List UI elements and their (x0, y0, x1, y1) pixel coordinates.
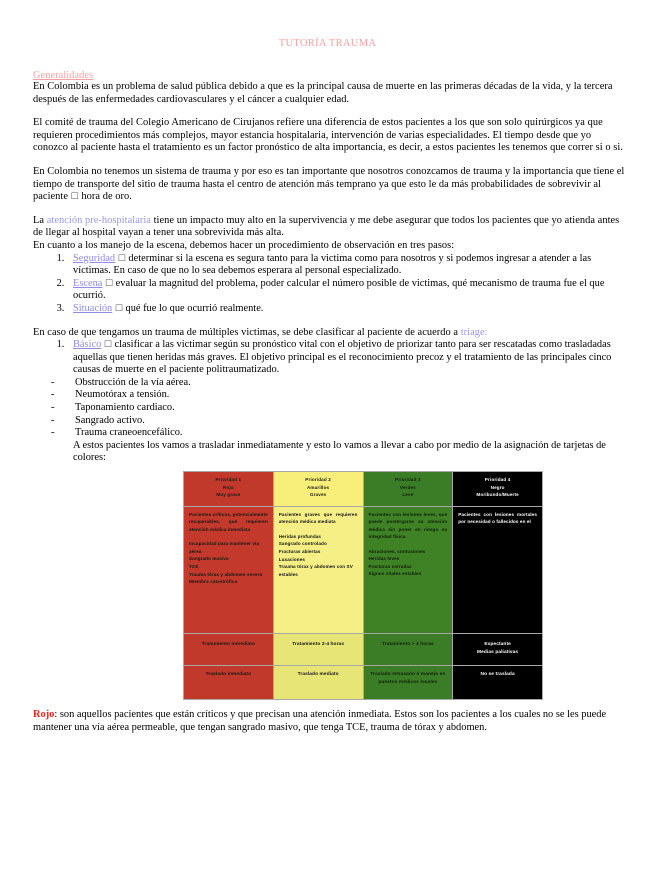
cell-item: Incapacidad para mantener vía aérea (189, 541, 260, 554)
cell-lead: Pacientes con lesiones leves, que puede postergarse su atención médica sin poner en riesgo su integridad física (368, 512, 448, 540)
box-glyph-icon: □ (117, 252, 126, 263)
list-item (67, 253, 627, 278)
paragraph-4-suffix: tiene un impacto muy alto en la supervivencia y me debe asegurar que todos los pacientes que yo atienda antes de llegar al hospital vayan a tener una sobrevivida más alta. (33, 214, 620, 239)
triage-term-basico: Básico (73, 339, 102, 351)
step-term-escena: Escena (73, 277, 103, 289)
paragraph-4-prefix: La (33, 214, 47, 226)
step-term-seguridad: Seguridad (73, 252, 116, 264)
cell-item: Trauma tórax y abdomen severo (189, 571, 263, 577)
cell-item: Fracturas abiertas (278, 549, 321, 555)
paragraph-4 (33, 215, 627, 240)
cell-item: Heridas leves (368, 556, 400, 562)
transfer-line: Traslado retrasado ó manejo en puestos médicos locales (370, 672, 446, 685)
cell-item: Luxaciones (278, 556, 306, 562)
final-note-paragraph (33, 709, 627, 734)
table-row-transfer (184, 666, 543, 700)
page-title: TUTORÍA TRAUMA (278, 38, 377, 49)
header-line: Negro (490, 484, 505, 490)
table-row-descriptions (184, 507, 543, 634)
box-glyph-icon: □ (70, 191, 79, 202)
triage-basico-list (33, 339, 627, 377)
triage-header-green (363, 472, 453, 507)
five-causes-list (33, 377, 627, 440)
treatment-line: Tratamiento > 4 horas (381, 642, 434, 648)
cause-label: Taponamiento cardiaco. (75, 402, 175, 414)
triage-body-green (363, 507, 453, 634)
cell-lead: Pacientes críticos, potencialmente recuperables, que requieren atención médica inmediata (189, 512, 268, 532)
header-line: Prioridad 4 (484, 477, 511, 483)
dash-glyph-icon: - (51, 402, 55, 414)
triage-header-red (184, 472, 274, 507)
header-line: Verdes (399, 484, 416, 490)
paragraph-1: En Colombia es un problema de salud pública debido a que es la principal causa de muerte en las primeras décadas de la vida, y la tercera después de las enfermedades cardiovasculares y el cáncer a cualquier edad. (33, 81, 613, 105)
triage-header-yellow (273, 472, 363, 507)
cell-item: TCE (189, 564, 199, 570)
treatment-line: Medias paliativas (477, 649, 519, 655)
box-glyph-icon: □ (105, 277, 114, 288)
cell-item: Signos vitales estables (368, 571, 422, 577)
cell-lead: Pacientes con lesiones mortales por necesidad o fallecidos en el (458, 512, 537, 525)
dash-glyph-icon: - (51, 376, 55, 388)
final-note-text: : son aquellos pacientes que están críticos y que precisan una atención inmediata. Estos son los pacientes a los cuales no se les puede mantener una vía aérea permeable, que tengan sangrado masivo, que tenga TCE, trauma de tórax y abdomen. (33, 709, 607, 733)
cell-item: Miembro catastrófico (189, 579, 238, 585)
dash-glyph-icon: - (51, 427, 55, 439)
header-line: Moribundo/Muerte (476, 492, 519, 498)
triage-transfer-yellow (273, 666, 363, 700)
header-line: Leve (402, 492, 414, 498)
triage-treatment-red (184, 634, 274, 666)
header-line: Prioridad 3 (395, 477, 421, 483)
final-note-label: Rojo (33, 709, 55, 721)
box-glyph-icon: □ (103, 339, 112, 350)
treatment-line: Tratamiento inmediato (201, 642, 256, 648)
transfer-line: No se traslada (480, 672, 515, 678)
triage-body-yellow (273, 507, 363, 634)
header-line: Prioridad 1 (215, 477, 242, 483)
triage-table-container (33, 471, 627, 700)
header-line: Amarillos (306, 484, 330, 490)
accent-triage: triage: (460, 326, 488, 338)
transfer-line: Traslado inmediato (205, 672, 252, 678)
cause-label: Trauma craneoencefálico. (75, 427, 183, 439)
triage-transfer-black (453, 666, 543, 700)
treatment-line: Expectante (484, 642, 511, 648)
paragraph-2: El comité de trauma del Colegio Americano de Cirujanos refiere una diferencia de estos pacientes a los que son solo quirúrgicos ya que requieren procedimientos más complejos, mayor estancia hospitalaria, intervención de varias especialidades. El tiempo desde que yo conozco al paciente hasta el tratamiento es un factor pronóstico de alta importancia, es decir, a estos pacientes les tenemos que correr si o si. (33, 117, 623, 154)
table-row-treatment (184, 634, 543, 666)
cause-label: Obstrucción de la vía aérea. (75, 376, 191, 388)
paragraph-5: En cuanto a los manejo de la escena, debemos hacer un procedimiento de observación en tres pasos: (33, 239, 455, 251)
paragraph-7: A estos pacientes los vamos a trasladar inmediatamente y esto lo vamos a llevar a cabo por medio de la asignación de tarjetas de colores: (73, 439, 606, 464)
document-body (0, 70, 655, 734)
paragraph-3-tail: hora de oro. (81, 191, 132, 203)
cause-label: Sangrado activo. (75, 414, 145, 426)
observation-steps-list (33, 253, 627, 316)
step-text: determinar si la escena es segura tanto para la victima como para nosotros y si podemos ingresar a atender a las víctimas. En caso de que no lo sea debemos esperara al personal especializado. (73, 252, 592, 277)
dash-glyph-icon: - (51, 389, 55, 401)
header-line: Graves (309, 492, 327, 498)
cell-item: Abrasiones, contusiones (368, 548, 426, 554)
cell-item: Sangrado masivo (189, 556, 229, 562)
list-item (51, 427, 627, 440)
cell-item: Heridas profundas (278, 533, 322, 539)
triage-body-black (453, 507, 543, 634)
triage-item-text: clasificar a las victimar según su pronóstico vital con el objetivo de priorizar tanto para ser rescatadas como trasladadas aquellas que tienen heridas más graves. El objetivo principal es el reconocimiento precoz y el tratamiento de las principales cinco causas de muerte en el paciente politraumatizado. (73, 339, 612, 376)
header-line: Prioridad 2 (305, 477, 331, 483)
list-item (51, 402, 627, 415)
triage-color-table (183, 471, 543, 700)
paragraph-6 (33, 327, 627, 340)
triage-header-black (453, 472, 543, 507)
step-text: evaluar la magnitud del problema, poder calcular el número posible de victimas, qué mecanismo de trauma fue el que ocurrió. (73, 277, 605, 302)
cell-lead: Pacientes graves que requieren atención médica mediata (278, 512, 358, 525)
cell-item: Trauma tórax y abdomen con SV estables (278, 564, 353, 577)
list-item (67, 339, 627, 377)
step-term-situacion: Situación (73, 302, 113, 314)
cell-item: Sangrado controlado (278, 541, 327, 547)
list-item (51, 415, 627, 428)
transfer-line: Traslado mediato (297, 672, 339, 678)
triage-treatment-yellow (273, 634, 363, 666)
treatment-line: Tratamiento 2-4 horas (292, 642, 345, 648)
list-item (51, 389, 627, 402)
document-page (0, 38, 655, 886)
paragraph-3-text: En Colombia no tenemos un sistema de trauma y por eso es tan importante que nosotros conozcamos de trauma y la importancia que tiene el tiempo de transporte del sitio de trauma hasta el centro de atención más temprano ya que esto le da más probabilidades de sobrevivir al paciente (33, 165, 625, 203)
triage-body-red (184, 507, 274, 634)
box-glyph-icon: □ (114, 302, 123, 313)
list-item (51, 377, 627, 390)
triage-transfer-green (363, 666, 453, 700)
triage-treatment-green (363, 634, 453, 666)
section-heading-generalidades: Generalidades (33, 70, 94, 81)
header-line: Muy grave (216, 492, 241, 498)
table-row-headers (184, 472, 543, 507)
dash-glyph-icon: - (51, 414, 55, 426)
accent-atencion-prehospitalaria: atención pre-hospitalaria (46, 214, 151, 226)
cause-label: Neumotórax a tensión. (75, 389, 170, 401)
header-line: Rojo (222, 484, 234, 490)
step-text: qué fue lo que ocurrió realmente. (125, 302, 264, 314)
list-item (67, 278, 627, 303)
list-item (67, 303, 627, 316)
cell-item: Fracturas cerradas (368, 563, 412, 569)
triage-treatment-black (453, 634, 543, 666)
paragraph-6-prefix: En caso de que tengamos un trauma de múltiples victimas, se debe clasificar al paciente de acuerdo a (33, 326, 461, 338)
triage-transfer-red (184, 666, 274, 700)
paragraph-3 (33, 166, 627, 204)
